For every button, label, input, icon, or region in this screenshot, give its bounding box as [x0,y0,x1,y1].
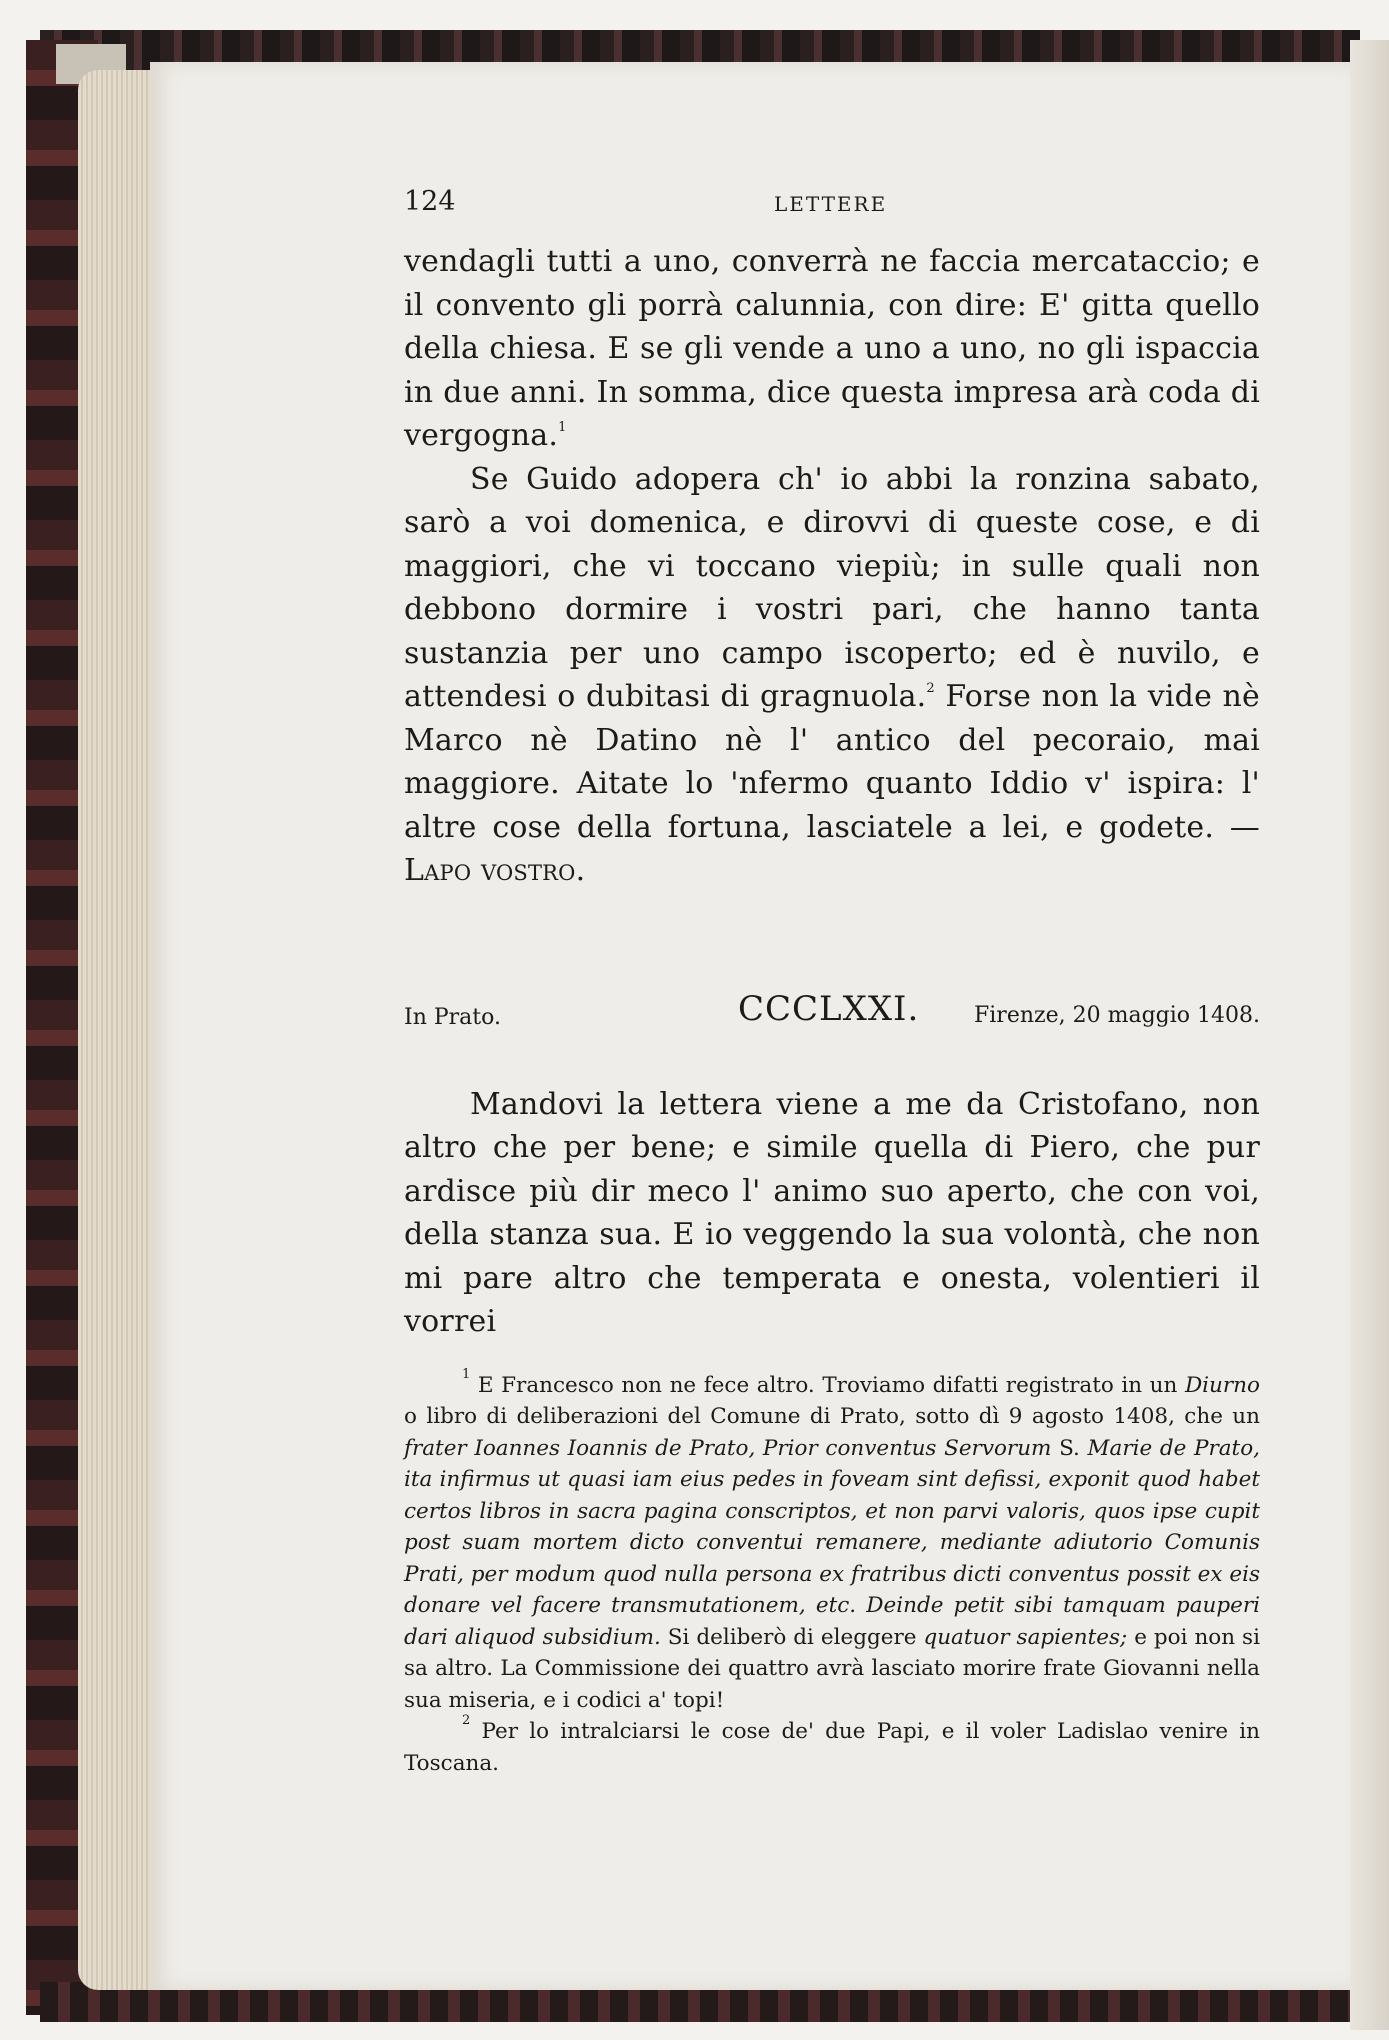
footnote-1: $^1$ E Francesco non ne fece altro. Troviamo difatti registrato in un Diurno o libro di deliberazioni del Comune di Prato, sotto dì 9 agosto 1408, che un frater Ioannes Ioannis de Prato, Prior conventus Servorum S. Marie de Prato, ita infirmus ut quasi iam eius pedes in foveam sint defissi, exponit quod habet certos libros in sacra pagina conscriptos, et non parvi valoris, quos ipse cupit post suam mortem dicto conventui remanere, mediante adiutorio Comunis Prati, per modum quod nulla persona ex fratribus dicti conventus possit ex eis donare vel facere transmutationem, etc. Deinde petit sibi tamquam pauperi dari aliquod subsidium. Si deliberò di eleggere quatuor sapientes; e poi non si sa altro. La Commissione dei quattro avrà lasciato morire frate Giovanni nella sua miseria, e i codici a' topi! [404,1366,1260,1713]
signature: Lapo vostro. [404,853,586,888]
letter-number: CCCLXXI. [738,988,920,1029]
letter-heading [404,989,1260,1049]
facing-page-edge [1350,40,1389,2030]
letter-dateline: Firenze, 20 maggio 1408. [974,1002,1260,1028]
footnote-ref: 1 [558,420,567,435]
footnotes [404,1366,1260,1780]
running-head: LETTERE [774,192,888,216]
footnote-ref: 2 [926,681,935,696]
previous-letter [404,240,1260,893]
page-header [404,186,1260,226]
paragraph: vendagli tutti a uno, converrà ne faccia mercataccio; e il convento gli porrà calunnia, con dire: E' gitta quello della chiesa. E se gli vende a uno a uno, no gli ispaccia in due anni. In somma, dice questa impresa arà coda di vergogna.$^1$ [404,244,1260,453]
page-number: 124 [404,186,456,217]
page-content [404,186,1260,1779]
footnote-2: $^2$ Per lo intralciarsi le cose de' due Papi, e il voler Ladislao venire in Toscana. [404,1713,1260,1776]
paragraph: Mandovi la lettera viene a me da Cristofano, non altro che per bene; e simile quella di Piero, che pur ardisce più dir meco l' animo suo aperto, che con voi, della stanza sua. E io veggendo la sua volontà, che non mi pare altro che temperata e onesta, volentieri il vorrei [404,1086,1260,1339]
letter-body [404,1083,1260,1344]
paragraph: Se Guido adopera ch' io abbi la ronzina sabato, sarò a voi domenica, e dirovvi di queste cose, e di maggiori, che vi toccano viepiù; in sulle quali non debbono dormire i vostri pari, che hanno tanta sustanzia per uno campo iscoperto; ed è nuvilo, e attendesi o dubitasi di gragnuola.$^2$ Forse non la vide nè Marco nè Datino nè l' antico del pecoraio, mai maggiore. Aitate lo 'nfermo quanto Iddio v' ispira: l' altre cose della fortuna, lasciatele a lei, e godete. — Lapo vostro. [404,461,1260,888]
letter-place: In Prato. [404,1004,501,1030]
